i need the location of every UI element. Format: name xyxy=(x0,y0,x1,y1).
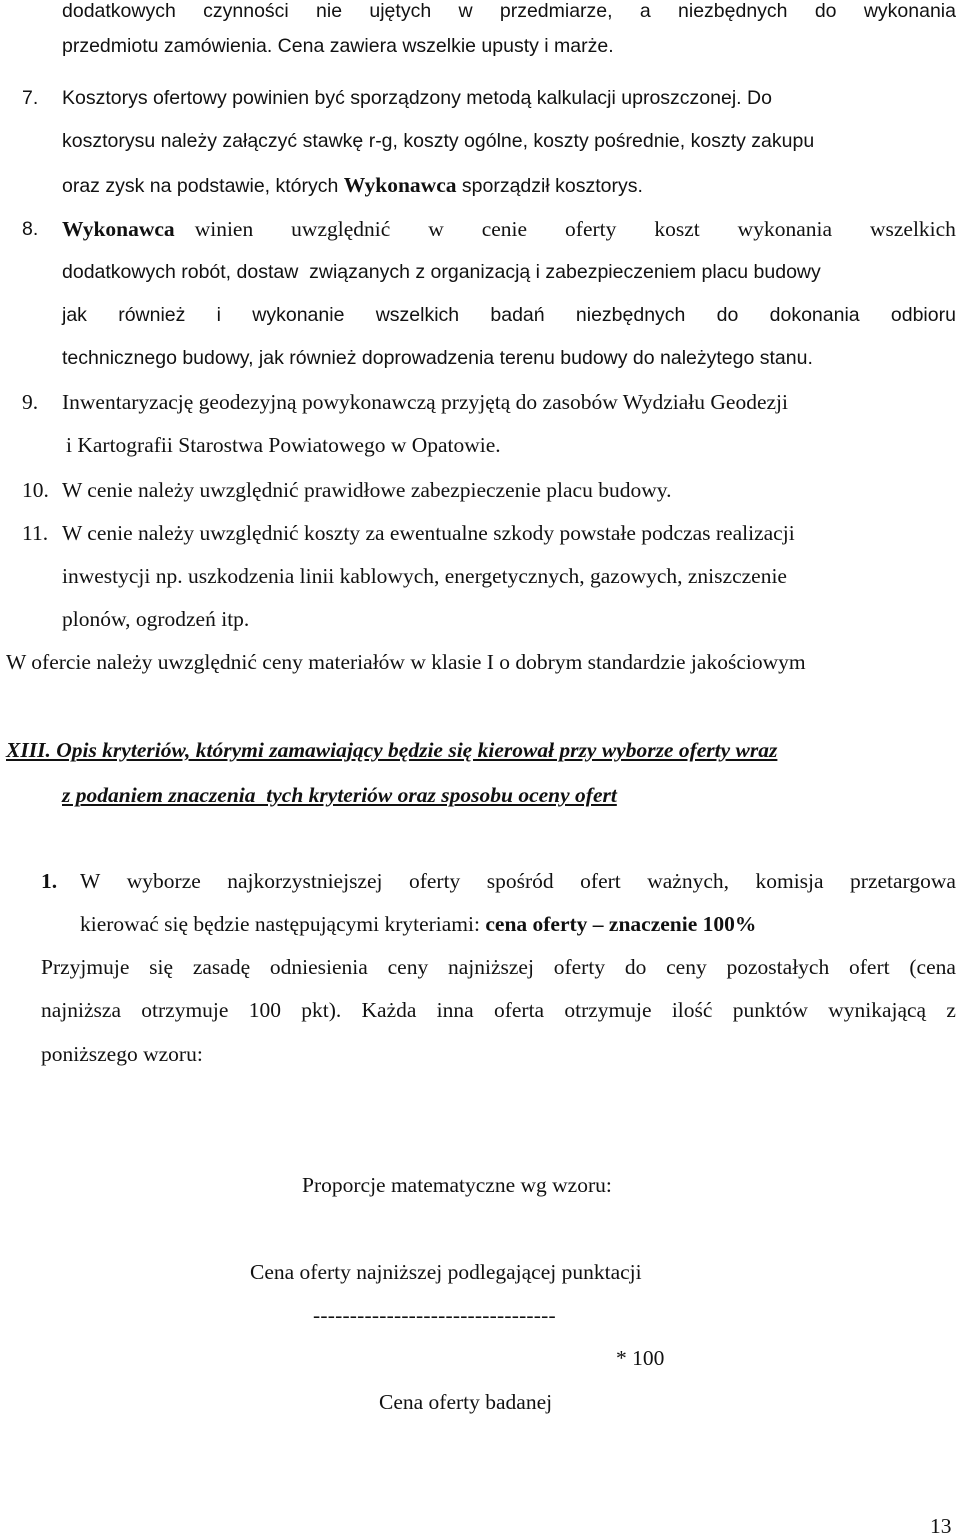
item-7-line-3-post: sporządził kosztorys. xyxy=(456,175,643,197)
item-10-number: 10. xyxy=(22,478,49,502)
word: ważnych, xyxy=(647,869,729,893)
item-9-line-1: Inwentaryzację geodezyjną powykonawczą przyjętą do zasobów Wydziału Geodezji xyxy=(62,390,789,414)
word: do xyxy=(716,304,739,326)
scoring-paragraph-line-2 xyxy=(41,997,956,1023)
word: otrzymuje xyxy=(564,998,652,1022)
item-10-line-1: W cenie należy uwzględnić prawidłowe zabezpieczenie placu budowy. xyxy=(62,478,672,502)
item-7-line-2: kosztorysu należy załączyć stawkę r-g, koszty ogólne, koszty pośrednie, koszty zakupu xyxy=(62,130,815,152)
formula-numerator: Cena oferty najniższej podlegającej punktacji xyxy=(250,1260,642,1284)
item-7-line-3-pre: oraz zysk na podstawie, których xyxy=(62,175,344,197)
word: (cena xyxy=(909,955,956,979)
word: oferta xyxy=(493,998,545,1022)
point-1-line-2-pre: kierować się będzie następującymi kryteriami: xyxy=(80,912,486,936)
word: inna xyxy=(436,998,474,1022)
word: ofert xyxy=(580,869,621,893)
item-11-line-3: plonów, ogrodzeń itp. xyxy=(62,607,250,631)
scoring-paragraph-line-3: poniższego wzoru: xyxy=(41,1042,203,1066)
section-13-heading-line-1: XIII. Opis kryteriów, którymi zamawiający będzie się kierował przy wyborze oferty wraz xyxy=(6,738,778,762)
item-9-line-2: i Kartografii Starostwa Powiatowego w Opatowie. xyxy=(66,433,501,457)
formula-title: Proporcje matematyczne wg wzoru: xyxy=(302,1173,612,1197)
word: otrzymuje xyxy=(141,998,229,1022)
word: przedmiarze, xyxy=(499,0,613,22)
item-8-line-3 xyxy=(62,302,956,328)
item-7-line-1: Kosztorys ofertowy powinien być sporządzony metodą kalkulacji uproszczonej. Do xyxy=(62,87,772,109)
word: pkt). xyxy=(301,998,342,1022)
word: dodatkowych xyxy=(62,0,176,22)
word: wyborze xyxy=(126,869,201,893)
cont-line-2: przedmiotu zamówienia. Cena zawiera wszelkie upusty i marże. xyxy=(62,35,614,57)
word: uwzględnić xyxy=(291,217,391,241)
word: do xyxy=(814,0,837,22)
word: winien xyxy=(194,217,254,241)
word: jak xyxy=(62,304,87,326)
word: punktów xyxy=(732,998,808,1022)
word: wykonania xyxy=(863,0,956,22)
word: w xyxy=(458,0,473,22)
word: Przyjmuje xyxy=(41,955,130,979)
word: niezbędnych xyxy=(678,0,788,22)
item-8-line-2: dodatkowych robót, dostaw związanych z organizacją i zabezpieczeniem placu budowy xyxy=(62,261,821,283)
cont-line-1 xyxy=(62,0,956,24)
word: pozostałych xyxy=(726,955,830,979)
formula-fraction-bar: --------------------------------- xyxy=(313,1303,556,1327)
word: ilość xyxy=(671,998,713,1022)
item-11-line-1: W cenie należy uwzględnić koszty za ewentualne szkody powstałe podczas realizacji xyxy=(62,521,795,545)
word: wynikającą xyxy=(828,998,927,1022)
item-8-line-1-rest xyxy=(195,216,956,242)
word: najniższej xyxy=(447,955,534,979)
word: się xyxy=(149,955,174,979)
section-13-heading-line-2: z podaniem znaczenia tych kryteriów oraz sposobu oceny ofert xyxy=(62,783,617,807)
word: 100 xyxy=(248,998,281,1022)
word: komisja xyxy=(755,869,824,893)
materials-note: W ofercie należy uwzględnić ceny materiałów w klasie I o dobrym standardzie jakościowym xyxy=(6,650,806,674)
word: W xyxy=(80,869,101,893)
word: dokonania xyxy=(769,304,860,326)
word: koszt xyxy=(654,217,700,241)
scoring-paragraph-line-1 xyxy=(41,954,956,980)
item-7-number: 7. xyxy=(22,87,39,109)
word: oferty xyxy=(408,869,461,893)
word: Każda xyxy=(361,998,417,1022)
word: ujętych xyxy=(369,0,432,22)
word: do xyxy=(624,955,647,979)
item-8-line-1 xyxy=(62,216,956,242)
page-number: 13 xyxy=(930,1514,952,1538)
point-1-number: 1. xyxy=(41,869,58,893)
item-11-number: 11. xyxy=(22,521,49,545)
word: oferty xyxy=(565,217,617,241)
item-9-number: 9. xyxy=(22,390,39,414)
word: badań xyxy=(490,304,545,326)
word: spośród xyxy=(486,869,554,893)
word: z xyxy=(946,998,956,1022)
word: niezbędnych xyxy=(575,304,686,326)
word: oferty xyxy=(553,955,606,979)
word: ceny xyxy=(666,955,707,979)
item-8-number: 8. xyxy=(22,218,39,240)
word: wykonanie xyxy=(252,304,345,326)
criterion-price-weight: cena oferty – znaczenie 100% xyxy=(485,912,757,936)
word: cenie xyxy=(481,217,528,241)
word: odbioru xyxy=(890,304,956,326)
point-1-line-2 xyxy=(80,911,756,937)
item-8-line-4: technicznego budowy, jak również doprowadzenia terenu budowy do należytego stanu. xyxy=(62,347,813,369)
word: odniesienia xyxy=(269,955,368,979)
word: wszelkich xyxy=(869,217,956,241)
item-7-line-3 xyxy=(62,172,643,199)
point-1-line-1 xyxy=(80,868,956,894)
item-7-wykonawca: Wykonawca xyxy=(343,173,457,197)
word: w xyxy=(428,217,444,241)
word: ceny xyxy=(387,955,429,979)
item-11-line-2: inwestycji np. uszkodzenia linii kablowych, energetycznych, gazowych, zniszczenie xyxy=(62,564,787,588)
word: nie xyxy=(316,0,343,22)
word: i xyxy=(216,304,222,326)
formula-denominator: Cena oferty badanej xyxy=(379,1390,553,1414)
word: ofert xyxy=(849,955,890,979)
word: zasadę xyxy=(192,955,251,979)
word: wszelkich xyxy=(375,304,460,326)
word: wykonania xyxy=(737,217,833,241)
formula-multiplier: * 100 xyxy=(616,1346,665,1370)
word: również xyxy=(118,304,186,326)
word: przetargowa xyxy=(850,869,956,893)
word: czynności xyxy=(203,0,289,22)
word: a xyxy=(639,0,651,22)
item-8-wykonawca: Wykonawca xyxy=(62,217,175,241)
word: najniższa xyxy=(41,998,121,1022)
word: najkorzystniejszej xyxy=(227,869,383,893)
